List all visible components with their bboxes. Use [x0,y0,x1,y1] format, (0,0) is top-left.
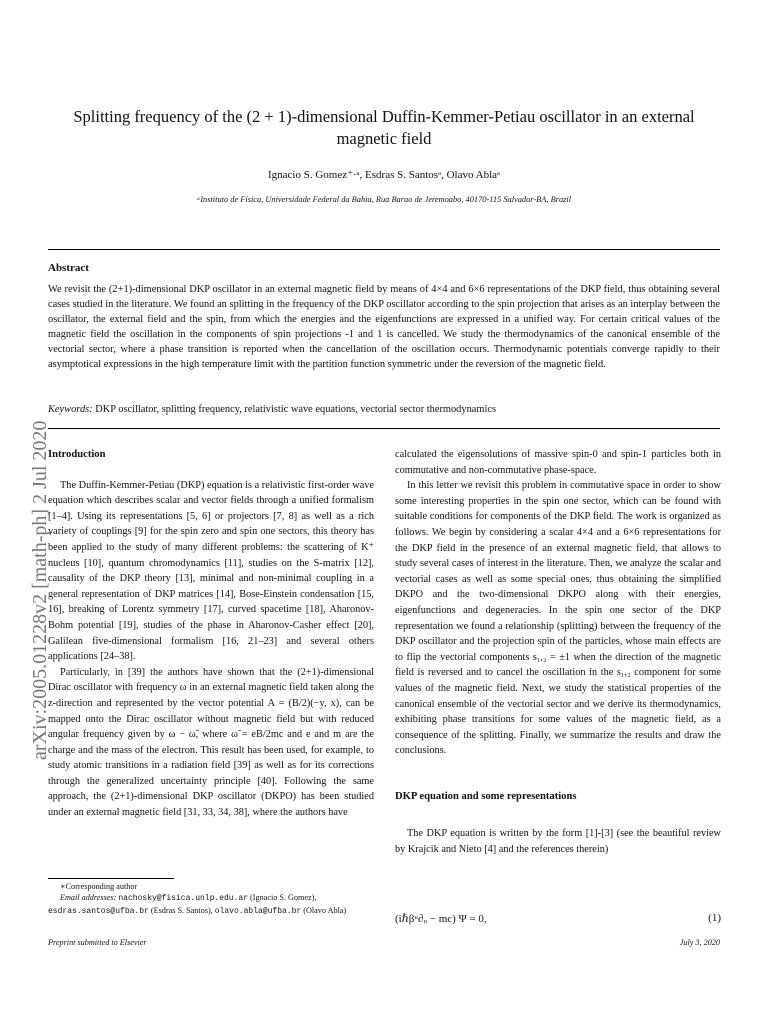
keywords-label: Keywords: [48,404,93,415]
email-label: Email addresses: [60,893,117,903]
intro-paragraph-3: calculated the eigensolutions of massive spin-0 and spin-1 particles both in commutative and non-commutative phase-space. [395,449,721,476]
section-introduction: Introduction [48,449,106,460]
equation-number: (1) [708,912,721,924]
right-column [395,447,721,858]
footnote-rule [48,878,174,879]
footnote [48,881,374,917]
corresponding-author: ∗Corresponding author [60,882,138,891]
email-link-gomez[interactable]: nachosky@fisica.unlp.edu.ar [118,894,248,904]
intro-paragraph-1: The Duffin-Kemmer-Petiau (DKP) equation is a relativistic first-order wave equation which describes scalar and vector fields through a unified formalism [1–4]. Using its representations [5, 6] or projectors [7, 8] as well as a rich variety of couplings [9] for the spin zero and spin one sectors, this theory has been applied to the study of many different problems: the scattering of K⁺ nucleus [10], quantum chromodynamics [11], studies on the S-matrix [12], causality of the DKP theory [13], minimal and non-minimal coupling in a general representation of DKP matrices [14], Bose-Einstein condensation [15, 16], breaking of Lorentz symmetry [17], curved spacetime [18], Aharonov-Bohm potential [19], studies of the phase in Aharonov-Casher effect [20], Galilean five-dimensional formalism [16, 21–23] and several others applications [24–38]. [48,479,374,663]
keywords [48,404,720,415]
preprint-note: Preprint submitted to Elsevier [48,938,147,947]
keywords-text: DKP oscillator, splitting frequency, relativistic wave equations, vectorial sector thermodynamics [95,404,497,415]
equation-1 [395,912,721,925]
intro-paragraph-4: In this letter we revisit this problem in commutative space in order to show some interesting properties in the spin one sector, which can be found with suitable conditions for components of the DKP field. The work is organized as follows. We begin by considering a scalar 4×4 and a 6×6 representations for the DKP field in the presence of an external magnetic field, that allows to study several cases of interest in the literature. Then, we analyze the scalar and vectorial cases as well as some special ones, thus obtaining the simplified DKPO and the two-dimensional DKPO along with their energies, eigenfunctions and degeneracies. In the spin one sector of the DKP representation we found a relationship (splitting) between the frequency of the DKP oscillator and the projection spin of the particles, whose main effects are to flip the vectorial components s₁,₂ = ±1 when the direction of the magnetic field is reversed and to cancel the oscillation in the s₁,₂ component for some values of the magnetic field. Next, we study the statistical properties of the canonical ensemble of the vectorial sector and we derive its thermodynamics, exhibiting phase transitions for some values of the magnetic field, as a consequence of the splitting. Finally, we summarize the results and draw the conclusions. [395,480,721,757]
abstract-bottom-rule [48,428,720,429]
preprint-date: July 3, 2020 [679,938,720,947]
top-rule [48,249,720,250]
paper-title: Splitting frequency of the (2 + 1)-dimensional Duffin-Kemmer-Petiau oscillator in an external magnetic field [73,107,695,148]
equation-body: (iℏβᵘ∂ᵤ − mc) Ψ = 0, [395,913,487,925]
abstract-text: We revisit the (2+1)-dimensional DKP oscillator in an external magnetic field by means of 4×4 and 6×6 representations of the DKP field, thus obtaining several cases studied in the literature. We found an splitting in the frequency of the DKP oscillator according to the spin projection that arises as an interplay between the oscillator, the external field and the spin, from which the energies and the eigenfunctions are expressed in a unified way. For certain critical values of the magnetic field the oscillation in the components of spin projections -1 and 1 is cancelled. We study the thermodynamics of the canonical ensemble of the vectorial sector, where a phase transition is reported when the cancellation of the oscillation occurs. Thermodynamic potentials converge rapidly to their asymptotical expressions in the high temperature limit with the partition function symmetric under the reversion of the magnetic field. [48,284,720,371]
email-link-santos[interactable]: esdras.santos@ufba.br [48,906,149,916]
intro-paragraph-2: Particularly, in [39] the authors have shown that the (2+1)-dimensional Dirac oscillator with frequency ω in an external magnetic field taken along the z-direction and represented by the vector potential A = (B/2)(−y, x), can be mapped onto the Dirac oscillator without magnetic field but with reduced angular frequency given by ω − ω̃, where ω̃ = eB/2mc and e and m are the charge and the mass of the electron. This result has been used, for example, to study atomic transitions in a radiation field [39] as well as for its corrections through the generalized uncertainty principle [40]. Following the same approach, the (2+1)-dimensional DKP oscillator (DKPO) has been studied under an external magnetic field [31, 33, 34, 38], where the authors have [48,666,374,819]
author-list: Ignacio S. Gomez⁺·ᵃ, Esdras S. Santosᵃ, Olavo Ablaᵃ [267,169,501,181]
affiliation: ᵃInstituto de Física, Universidade Federal da Bahia, Rua Barao de Jeremoabo, 40170-115 Salvador-BA, Brazil [196,195,572,204]
section-dkp-equation: DKP equation and some representations [395,790,577,802]
abstract-heading: Abstract [48,262,89,274]
email-name-santos: (Esdras S. Santos), [150,905,213,915]
email-name-abla: (Olavo Abla) [303,905,347,915]
email-link-abla[interactable]: olavo.abla@ufba.br [214,906,302,916]
left-column [48,447,374,821]
arxiv-id: arXiv:2005.01228v2 [math-ph] 2 Jul 2020 [29,420,51,760]
email-name-gomez: (Ignacio S. Gomez), [250,893,317,903]
dkp-paragraph-1: The DKP equation is written by the form [1]-[3] (see the beautiful review by Krajcik and Nieto [4] and the references therein) [395,828,721,856]
